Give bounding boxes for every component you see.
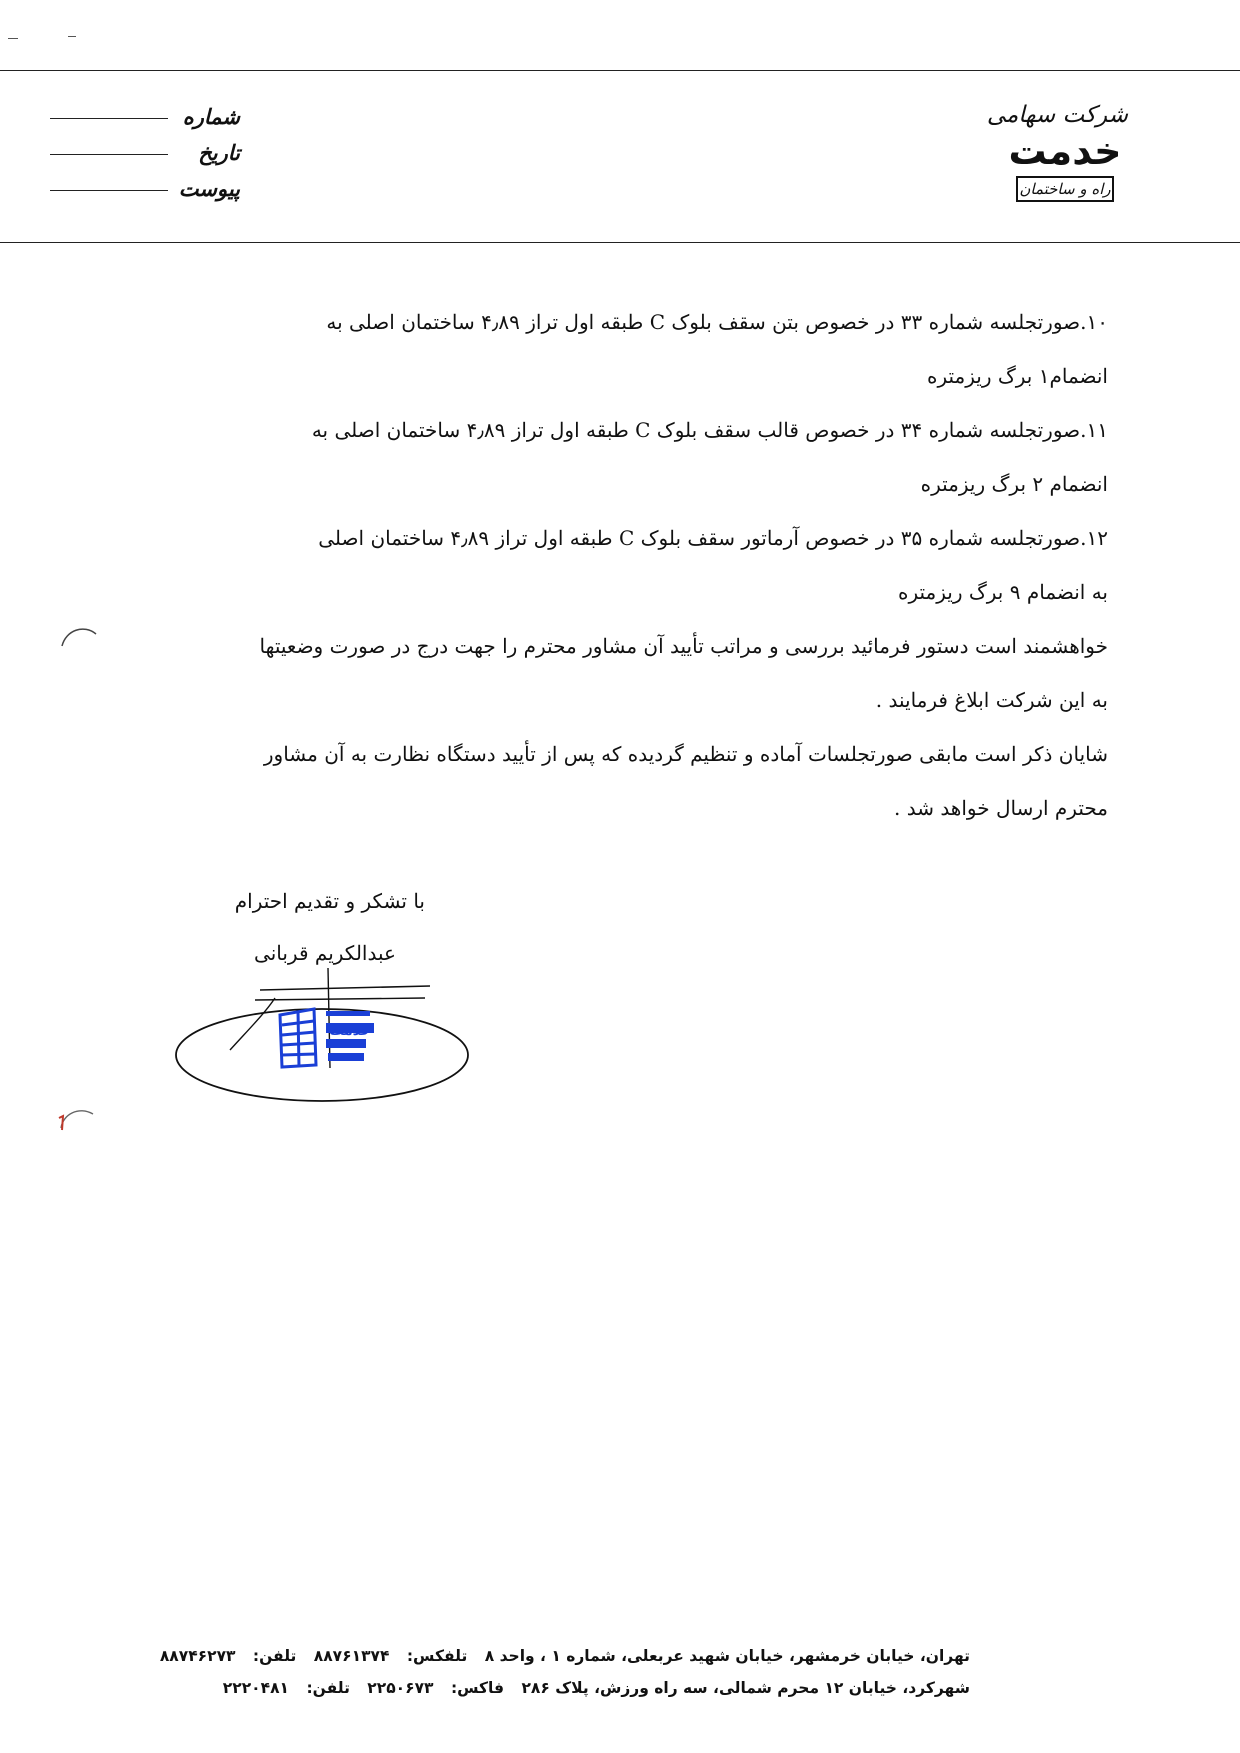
logo-subtitle: راه و ساختمان xyxy=(1016,176,1114,202)
letter-footer xyxy=(159,1640,970,1704)
list-item-line: ۱۱.صورتجلسه شماره ۳۴ در خصوص قالب سقف بلوک C طبقه اول تراز ۴٫۸۹ ساختمان اصلی به xyxy=(311,418,1108,442)
list-item xyxy=(208,511,1108,619)
list-item xyxy=(208,403,1108,511)
header-bottom-rule xyxy=(0,242,1240,243)
footer-fax-label: تلفکس: xyxy=(406,1647,468,1665)
footer-phone-label: تلفن: xyxy=(252,1647,297,1665)
signature-stroke xyxy=(230,998,275,1050)
note-paragraph xyxy=(168,727,1108,835)
margin-mark-upper xyxy=(60,620,100,654)
logo-company-name: خدمت xyxy=(1008,129,1122,173)
date-label: تاریخ xyxy=(198,140,240,165)
footer-fax: ۲۲۵۰۶۷۳ xyxy=(367,1679,434,1697)
paragraph-line: به این شرکت ابلاغ فرمایند . xyxy=(875,688,1108,712)
signer-name: عبدالکریم قربانی xyxy=(254,941,396,965)
letter-meta-fields xyxy=(50,98,240,206)
paragraph-line: شایان ذکر است مابقی صورتجلسات آماده و تنظیم گردیده که پس از تأیید دستگاه نظارت به آن مشاور xyxy=(263,742,1108,766)
list-item-line: ۱۲.صورتجلسه شماره ۳۵ در خصوص آرماتور سقف بلوک C طبقه اول تراز ۴٫۸۹ ساختمان اصلی xyxy=(318,526,1108,550)
closing-block xyxy=(185,875,425,979)
signature-stroke xyxy=(260,986,430,990)
footer-fax-label: فاکس: xyxy=(450,1679,505,1697)
number-label: شماره xyxy=(182,104,240,129)
closing-thanks: با تشکر و تقدیم احترام xyxy=(234,889,425,913)
list-item xyxy=(208,295,1108,403)
logo-company-type: شرکت سهامی xyxy=(986,102,1128,128)
footer-line-tehran xyxy=(159,1640,970,1672)
footer-phone-label: تلفن: xyxy=(306,1679,350,1697)
header-top-rule xyxy=(0,70,1240,71)
stamp-text: خدمت xyxy=(329,1023,371,1039)
footer-phone: ۲۲۲۰۴۸۱ xyxy=(222,1679,290,1697)
footer-phone: ۸۸۷۴۶۲۷۳ xyxy=(159,1647,236,1665)
scan-mark-top-left-2 xyxy=(68,36,76,37)
footer-address: شهرکرد، خیابان ۱۲ محرم شمالی، سه راه ورزش، پلاک ۲۸۶ xyxy=(521,1679,970,1697)
footer-fax: ۸۸۷۶۱۳۷۴ xyxy=(313,1647,390,1665)
request-paragraph xyxy=(168,619,1108,727)
footer-line-shahrekord xyxy=(222,1672,970,1704)
margin-mark-lower xyxy=(55,1100,99,1138)
paragraph-line: محترم ارسال خواهد شد . xyxy=(893,796,1108,820)
attachment-field xyxy=(50,170,240,206)
scan-mark-top-left xyxy=(8,38,18,39)
list-item-line: به انضمام ۹ برگ ریزمتره xyxy=(897,580,1108,604)
company-stamp xyxy=(270,995,410,1075)
letter-body xyxy=(168,295,1108,835)
date-field-line xyxy=(50,154,168,155)
building-icon xyxy=(280,1009,316,1067)
list-item-line: ۱۰.صورتجلسه شماره ۳۳ در خصوص بتن سقف بلوک C طبقه اول تراز ۴٫۸۹ ساختمان اصلی به xyxy=(326,310,1108,334)
margin-mark-lower-shape xyxy=(55,1100,99,1134)
number-field xyxy=(50,98,240,134)
paragraph-line: خواهشمند است دستور فرمائید بررسی و مراتب تأیید آن مشاور محترم را جهت درج در صورت وضعیتها xyxy=(259,634,1108,658)
stamp-drawing xyxy=(270,995,410,1075)
list-item-line: انضمام۱ برگ ریزمتره xyxy=(926,364,1108,388)
list-item-line: انضمام ۲ برگ ریزمتره xyxy=(920,472,1108,496)
number-field-line xyxy=(50,118,168,119)
company-logo xyxy=(986,100,1140,230)
footer-address: تهران، خیابان خرمشهر، خیابان شهید عربعلی، شماره ۱ ، واحد ۸ xyxy=(484,1647,970,1665)
date-field xyxy=(50,134,240,170)
attachment-label: پیوست xyxy=(178,176,240,201)
attachment-field-line xyxy=(50,190,168,191)
margin-mark-upper-shape xyxy=(60,620,100,650)
